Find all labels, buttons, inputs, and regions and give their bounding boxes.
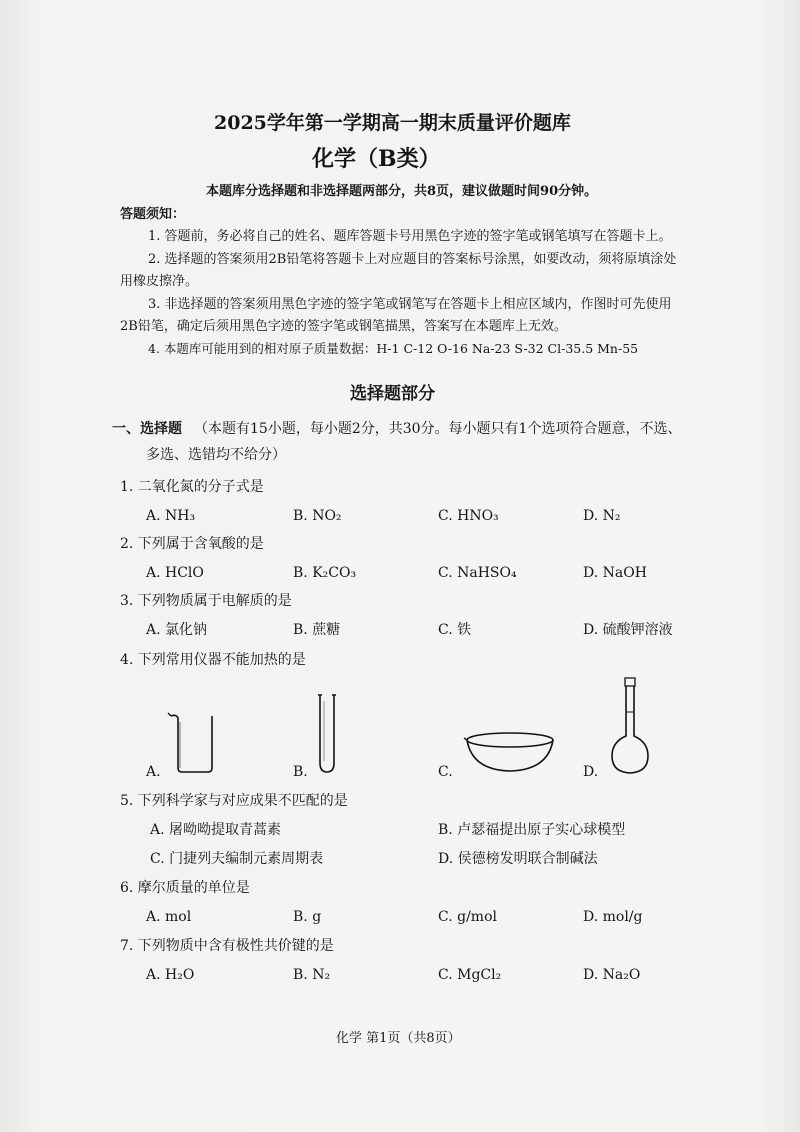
- notice-item-2-cont: 用橡皮擦净。: [120, 274, 199, 289]
- option-a[interactable]: A. NH₃: [146, 508, 196, 524]
- option-b[interactable]: B. 卢瑟福提出原子实心球模型: [438, 822, 626, 838]
- question-stem: 1. 二氧化氮的分子式是: [120, 479, 264, 495]
- question-stem: 4. 下列常用仪器不能加热的是: [120, 652, 306, 668]
- option-a[interactable]: A. 屠呦呦提取青蒿素: [150, 822, 282, 838]
- question-stem: 3. 下列物质属于电解质的是: [120, 593, 292, 609]
- part-description: （本题有15小题，每小题2分，共30分。每小题只有1个选项符合题意，不选、: [194, 421, 682, 437]
- option-a[interactable]: A. 氯化钠: [146, 622, 208, 638]
- option-a[interactable]: A. H₂O: [146, 967, 195, 983]
- option-b[interactable]: B. N₂: [293, 967, 331, 983]
- section-title: 选择题部分: [350, 384, 435, 404]
- question-stem: 2. 下列属于含氧酸的是: [120, 536, 264, 552]
- question-stem: 6. 摩尔质量的单位是: [120, 880, 250, 896]
- question-stem: 5. 下列科学家与对应成果不匹配的是: [120, 793, 348, 809]
- page-subtitle: 化学（B类）: [312, 146, 441, 172]
- page-footer: 化学 第1页（共8页）: [336, 1031, 461, 1046]
- option-b[interactable]: B. g: [293, 909, 322, 925]
- option-c[interactable]: C. 铁: [438, 622, 472, 638]
- option-d[interactable]: D. NaOH: [583, 565, 647, 581]
- option-c[interactable]: C. NaHSO₄: [438, 565, 517, 581]
- option-a[interactable]: A. mol: [146, 909, 192, 925]
- notice-heading: 答题须知：: [120, 207, 186, 222]
- option-a[interactable]: A.: [146, 764, 161, 780]
- option-c[interactable]: C.: [438, 764, 453, 780]
- option-b[interactable]: B. NO₂: [293, 508, 342, 524]
- option-d[interactable]: D. N₂: [583, 508, 621, 524]
- option-d[interactable]: D.: [583, 764, 599, 780]
- option-c[interactable]: C. g/mol: [438, 909, 497, 925]
- notice-item-3-cont: 2B铅笔，确定后须用黑色字迹的签字笔或钢笔描黑，答案写在本题库上无效。: [120, 319, 567, 334]
- option-c[interactable]: C. MgCl₂: [438, 967, 502, 983]
- question-stem: 7. 下列物质中含有极性共价键的是: [120, 938, 334, 954]
- test-tube-icon[interactable]: [316, 693, 338, 775]
- option-d[interactable]: D. 侯德榜发明联合制碱法: [438, 851, 598, 867]
- option-b[interactable]: B. 蔗糖: [293, 622, 341, 638]
- intro-text: 本题库分选择题和非选择题两部分，共8页，建议做题时间90分钟。: [206, 184, 598, 199]
- option-d[interactable]: D. mol/g: [583, 909, 643, 925]
- notice-item-2: 2. 选择题的答案须用2B铅笔将答题卡上对应题目的答案标号涂黑，如要改动，须将原填涂处: [148, 252, 677, 267]
- option-b[interactable]: B. K₂CO₃: [293, 565, 357, 581]
- option-d[interactable]: D. Na₂O: [583, 967, 641, 983]
- option-b[interactable]: B.: [293, 764, 308, 780]
- option-c[interactable]: C. HNO₃: [438, 508, 499, 524]
- part-description-cont: 多选、选错均不给分）: [146, 447, 286, 463]
- option-a[interactable]: A. HClO: [146, 565, 204, 581]
- notice-item-3: 3. 非选择题的答案须用黑色字迹的签字笔或钢笔写在答题卡上相应区域内，作图时可先使用: [148, 297, 672, 312]
- option-c[interactable]: C. 门捷列夫编制元素周期表: [150, 851, 324, 867]
- beaker-icon[interactable]: [168, 712, 216, 774]
- option-d[interactable]: D. 硫酸钾溶液: [583, 622, 673, 638]
- page-title: 2025学年第一学期高一期末质量评价题库: [214, 112, 571, 134]
- part-label: 一、选择题: [112, 421, 182, 437]
- volumetric-flask-icon[interactable]: [608, 676, 652, 776]
- notice-item-4: 4. 本题库可能用到的相对原子质量数据：H-1 C-12 O-16 Na-23 S-32 Cl-35.5 Mn-55: [148, 341, 639, 356]
- evaporating-dish-icon[interactable]: [464, 730, 556, 774]
- notice-item-1: 1. 答题前，务必将自己的姓名、题库答题卡号用黑色字迹的签字笔或钢笔填写在答题卡上。: [148, 229, 672, 244]
